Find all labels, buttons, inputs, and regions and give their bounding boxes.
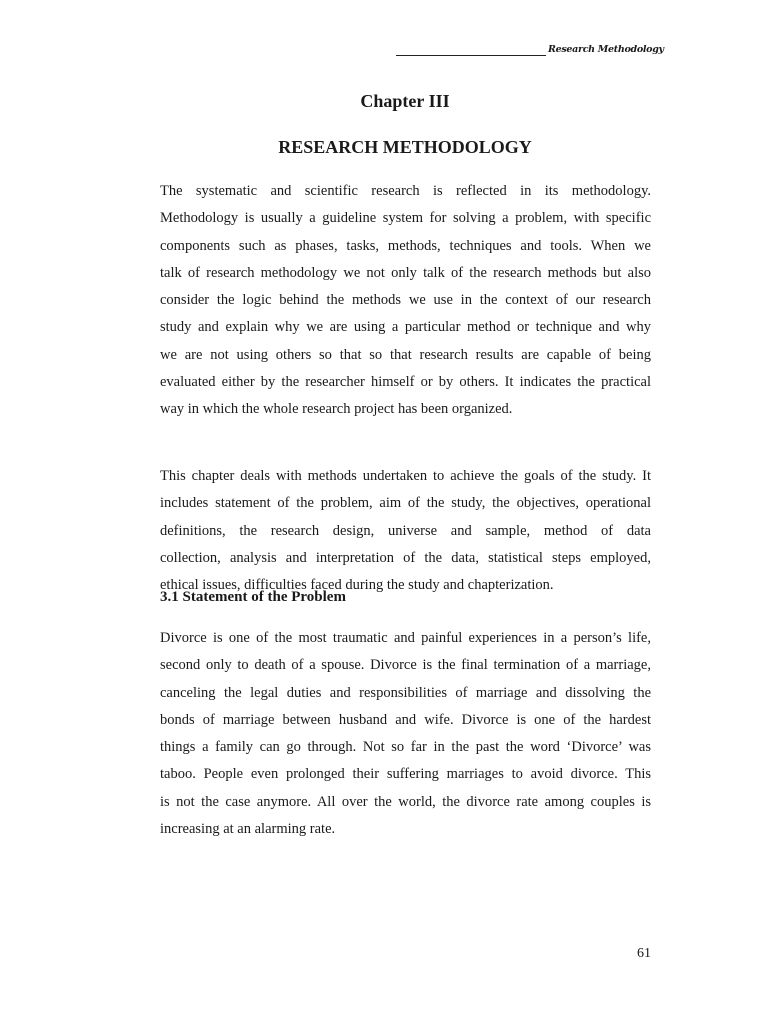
text-line: canceling the legal duties and responsibilities of marriage and dissolving the xyxy=(160,684,651,701)
text-line: things a family can go through. Not so far in the past the word ‘Divorce’ was xyxy=(160,739,651,756)
text-line: bonds of marriage between husband and wife. Divorce is one of the hardest xyxy=(160,711,651,728)
running-header xyxy=(396,44,664,58)
text-line: way in which the whole research project has been organized. xyxy=(160,401,513,418)
text-line: collection, analysis and interpretation of the data, statistical steps employed, xyxy=(160,549,651,566)
chapter-title: RESEARCH METHODOLOGY xyxy=(278,137,532,157)
section-heading: 3.1 Statement of the Problem xyxy=(160,589,346,605)
chapter-number: Chapter III xyxy=(360,91,450,111)
text-line: components such as phases, tasks, methods, techniques and tools. When we xyxy=(160,237,651,254)
text-line: The systematic and scientific research is reflected in its methodology. xyxy=(160,183,651,199)
text-line: increasing at an alarming rate. xyxy=(160,821,336,838)
paragraph-statement-of-problem xyxy=(160,625,651,843)
text-line: we are not using others so that so that research results are capable of being xyxy=(160,346,651,363)
text-line: includes statement of the problem, aim of the study, the objectives, operational xyxy=(160,495,651,512)
paragraph-chapter-overview xyxy=(160,463,651,599)
paragraph-intro xyxy=(160,178,651,424)
text-line: definitions, the research design, universe and sample, method of data xyxy=(160,522,651,539)
text-line: consider the logic behind the methods we use in the context of our research xyxy=(160,292,651,309)
text-line: ethical issues, difficulties faced during the study and chapterization. xyxy=(160,577,554,594)
text-line: study and explain why we are using a particular method or technique and why xyxy=(160,319,651,336)
page-number: 61 xyxy=(637,946,651,961)
text-line: taboo. People even prolonged their suffering marriages to avoid divorce. This xyxy=(160,766,651,783)
text-line: Divorce is one of the most traumatic and painful experiences in a person’s life, xyxy=(160,630,651,646)
text-line: is not the case anymore. All over the world, the divorce rate among couples is xyxy=(160,793,651,810)
text-line: talk of research methodology we not only talk of the research methods but also xyxy=(160,264,651,281)
header-rule xyxy=(396,55,546,56)
text-line: evaluated either by the researcher himself or by others. It indicates the practical xyxy=(160,374,651,391)
text-line: second only to death of a spouse. Divorce is the final termination of a marriage, xyxy=(160,657,651,674)
text-line: Methodology is usually a guideline system for solving a problem, with specific xyxy=(160,210,651,227)
running-header-title: Research Methodology xyxy=(548,44,664,55)
text-line: This chapter deals with methods undertaken to achieve the goals of the study. It xyxy=(160,468,651,484)
